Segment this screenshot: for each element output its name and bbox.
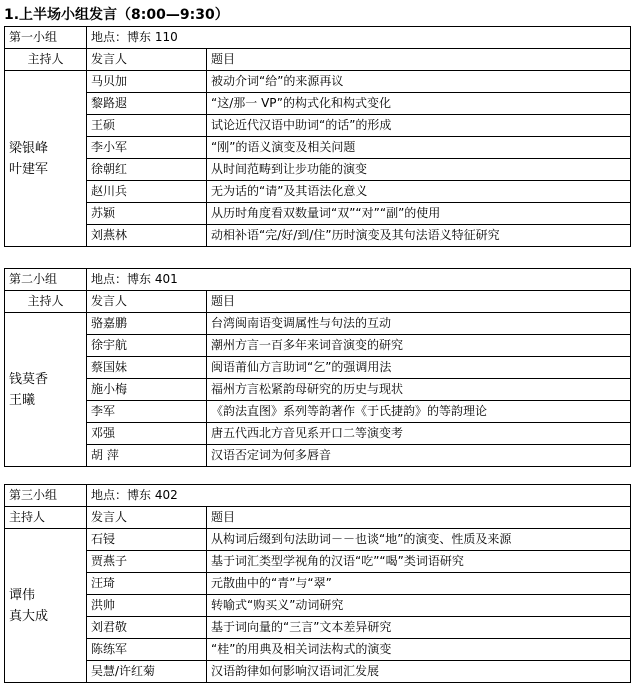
host-header: 主持人 <box>5 49 87 71</box>
group-location: 地点：博东 402 <box>87 485 631 507</box>
speaker-cell: 赵川兵 <box>87 181 207 203</box>
table-row <box>5 423 631 445</box>
topic-cell: 基于词汇类型学视角的汉语“吃”“喝”类词语研究 <box>207 551 631 573</box>
speaker-cell: 施小梅 <box>87 379 207 401</box>
table-row <box>5 313 631 335</box>
speaker-cell: 马贝加 <box>87 71 207 93</box>
host-cell <box>5 313 87 467</box>
table-row <box>5 529 631 551</box>
topic-cell: 从历时角度看双数量词“双”“对”“副”的使用 <box>207 203 631 225</box>
topic-cell: 汉语否定词为何多唇音 <box>207 445 631 467</box>
topic-cell: 动相补语“完/好/到/住”历时演变及其句法语义特征研究 <box>207 225 631 247</box>
topic-cell: 从构词后缀到句法助词－－也谈“地”的演变、性质及来源 <box>207 529 631 551</box>
topic-cell: 潮州方言一百多年来词音演变的研究 <box>207 335 631 357</box>
group-table-2 <box>4 268 631 467</box>
host-name: 真大成 <box>9 608 49 624</box>
speaker-cell: 胡 萍 <box>87 445 207 467</box>
column-header-row <box>5 507 631 529</box>
speaker-cell: 徐朝红 <box>87 159 207 181</box>
speaker-header: 发言人 <box>87 507 207 529</box>
table-row <box>5 617 631 639</box>
speaker-cell: 洪帅 <box>87 595 207 617</box>
speaker-cell: 蔡国妹 <box>87 357 207 379</box>
group-location: 地点：博东 401 <box>87 269 631 291</box>
table-row <box>5 661 631 683</box>
topic-header: 题目 <box>207 507 631 529</box>
speaker-cell: 骆嘉鹏 <box>87 313 207 335</box>
speaker-cell: 苏颖 <box>87 203 207 225</box>
column-header-row <box>5 291 631 313</box>
table-row <box>5 639 631 661</box>
group-table-3 <box>4 484 631 683</box>
topic-cell: 《韵法直图》系列等韵著作《于氏捷韵》的等韵理论 <box>207 401 631 423</box>
host-name: 叶建军 <box>9 161 49 177</box>
topic-cell: 试论近代汉语中助词“的话”的形成 <box>207 115 631 137</box>
group-location: 地点：博东 110 <box>87 27 631 49</box>
group-header-row <box>5 269 631 291</box>
table-row <box>5 115 631 137</box>
topic-cell: 从时间范畴到让步功能的演变 <box>207 159 631 181</box>
host-name: 钱莫香 <box>9 371 49 387</box>
speaker-cell: 黎路遐 <box>87 93 207 115</box>
topic-cell: “桂”的用典及相关词法构式的演变 <box>207 639 631 661</box>
group-header-row <box>5 27 631 49</box>
table-row <box>5 203 631 225</box>
topic-cell: 被动介词“给”的来源再议 <box>207 71 631 93</box>
table-row <box>5 595 631 617</box>
group-name: 第三小组 <box>5 485 87 507</box>
speaker-cell: 李小军 <box>87 137 207 159</box>
speaker-cell: 刘燕林 <box>87 225 207 247</box>
host-header: 主持人 <box>5 291 87 313</box>
table-row <box>5 379 631 401</box>
topic-cell: 闽语莆仙方言助词“乞”的强调用法 <box>207 357 631 379</box>
host-header: 主持人 <box>5 507 87 529</box>
group-table-1 <box>4 26 631 247</box>
host-name: 谭伟 <box>9 587 36 603</box>
topic-cell: “这/那一 VP”的构式化和构式变化 <box>207 93 631 115</box>
table-row <box>5 93 631 115</box>
table-row <box>5 137 631 159</box>
speaker-cell: 汪琦 <box>87 573 207 595</box>
group-name: 第二小组 <box>5 269 87 291</box>
speaker-cell: 陈练军 <box>87 639 207 661</box>
speaker-cell: 石锓 <box>87 529 207 551</box>
topic-cell: 台湾闽南语变调属性与句法的互动 <box>207 313 631 335</box>
speaker-cell: 邓强 <box>87 423 207 445</box>
table-row <box>5 551 631 573</box>
table-row <box>5 573 631 595</box>
table-row <box>5 401 631 423</box>
topic-cell: 基于词向量的“三言”文本差异研究 <box>207 617 631 639</box>
table-row <box>5 181 631 203</box>
table-row <box>5 225 631 247</box>
topic-cell: 无为话的“请”及其语法化意义 <box>207 181 631 203</box>
topic-cell: 元散曲中的“青”与“翠” <box>207 573 631 595</box>
speaker-header: 发言人 <box>87 291 207 313</box>
section-title: 1.上半场小组发言（8:00—9:30） <box>4 7 229 23</box>
speaker-cell: 吴慧/许红菊 <box>87 661 207 683</box>
topic-cell: “刚”的语义演变及相关问题 <box>207 137 631 159</box>
topic-cell: 转喻式“购买义”动词研究 <box>207 595 631 617</box>
table-row <box>5 357 631 379</box>
speaker-cell: 王硕 <box>87 115 207 137</box>
topic-header: 题目 <box>207 49 631 71</box>
column-header-row <box>5 49 631 71</box>
speaker-cell: 徐宇航 <box>87 335 207 357</box>
table-row <box>5 445 631 467</box>
speaker-header: 发言人 <box>87 49 207 71</box>
host-name: 王曦 <box>9 392 36 408</box>
host-cell <box>5 71 87 247</box>
topic-header: 题目 <box>207 291 631 313</box>
topic-cell: 福州方言松紧韵母研究的历史与现状 <box>207 379 631 401</box>
table-row <box>5 71 631 93</box>
group-header-row <box>5 485 631 507</box>
group-name: 第一小组 <box>5 27 87 49</box>
host-cell <box>5 529 87 683</box>
topic-cell: 汉语韵律如何影响汉语词汇发展 <box>207 661 631 683</box>
host-name: 梁银峰 <box>9 140 49 156</box>
topic-cell: 唐五代西北方音见系开口二等演变考 <box>207 423 631 445</box>
table-row <box>5 335 631 357</box>
speaker-cell: 贾燕子 <box>87 551 207 573</box>
speaker-cell: 刘君敬 <box>87 617 207 639</box>
table-row <box>5 159 631 181</box>
speaker-cell: 李军 <box>87 401 207 423</box>
